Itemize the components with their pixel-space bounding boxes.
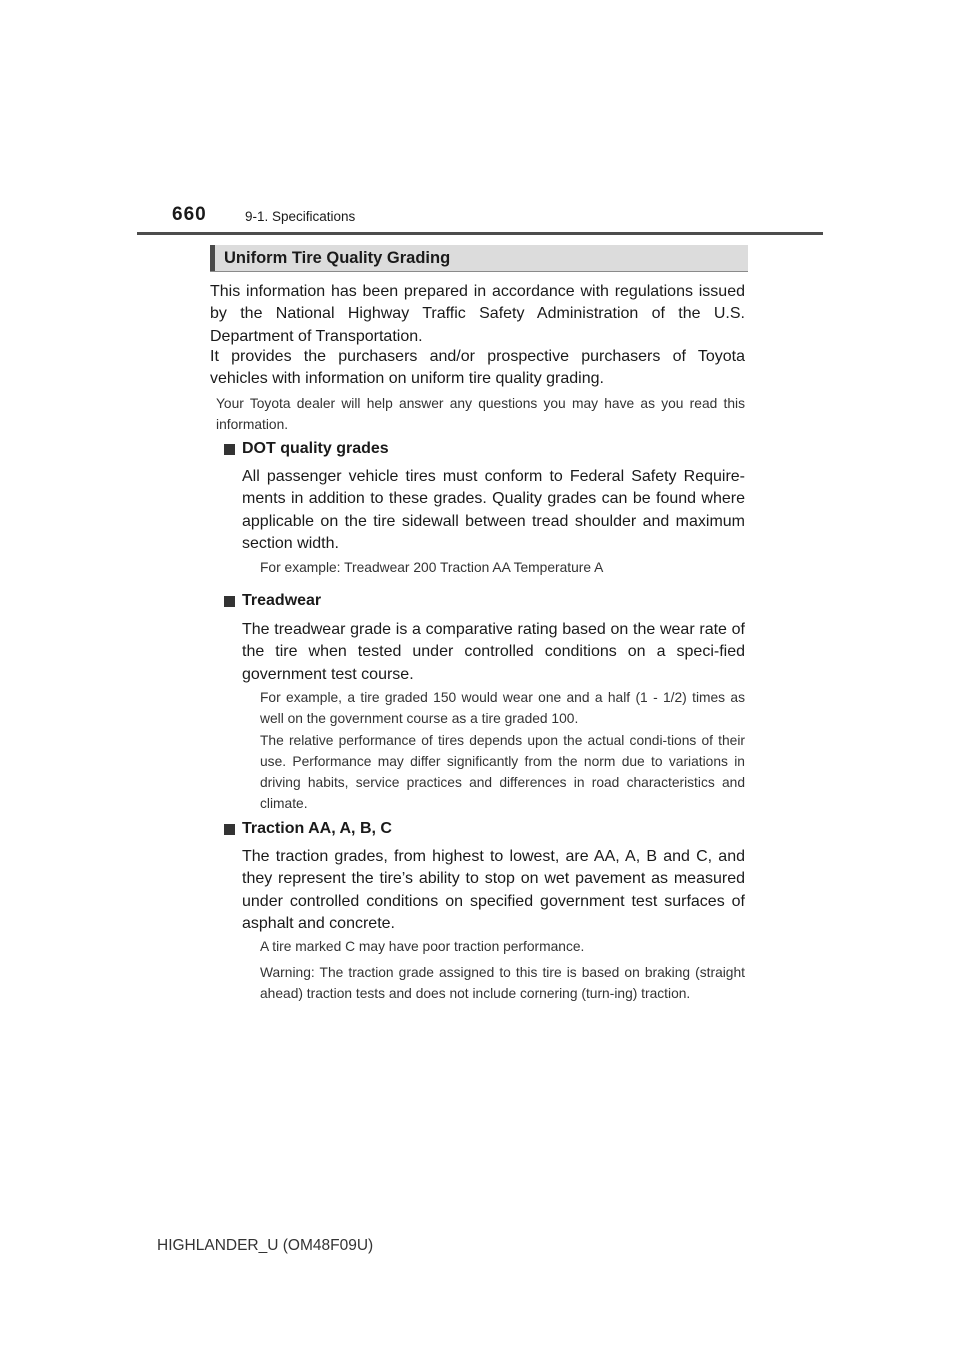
section-heading-bar <box>210 245 748 272</box>
square-bullet-icon <box>224 596 235 607</box>
traction-body: The traction grades, from highest to lowest, are AA, A, B and C, and they represent the tire’s ability to stop on wet pavement as measured under controlled conditions on specified government test surfaces of asphalt and concrete. <box>242 848 745 932</box>
treadwear-subheading <box>224 592 321 610</box>
traction-note-2: Warning: The traction grade assigned to this tire is based on braking (straight ahead) traction tests and does not include cornering (turn-ing) traction. <box>260 965 745 1001</box>
dot-body: All passenger vehicle tires must conform to Federal Safety Require-ments in addition to these grades. Quality grades can be found where applicable on the tire sidewall between tread shoulder and maximum section width. <box>242 468 745 552</box>
dot-note: For example: Treadwear 200 Traction AA Temperature A <box>260 560 604 575</box>
intro-paragraph-1: This information has been prepared in accordance with regulations issued by the National Highway Traffic Safety Administration of the U.S. Department of Transportation. <box>210 283 745 345</box>
traction-title: Traction AA, A, B, C <box>242 820 392 837</box>
square-bullet-icon <box>224 824 235 835</box>
intro-note: Your Toyota dealer will help answer any questions you may have as you read this information. <box>216 396 745 432</box>
dot-title: DOT quality grades <box>242 440 389 457</box>
treadwear-body: The treadwear grade is a comparative rating based on the wear rate of the tire when tested under controlled conditions on a speci-fied government test course. <box>242 621 745 683</box>
section-title: Uniform Tire Quality Grading <box>224 249 451 267</box>
page-number: 660 <box>172 204 207 225</box>
footer-model-code: HIGHLANDER_U (OM48F09U) <box>157 1237 374 1254</box>
square-bullet-icon <box>224 444 235 455</box>
header-divider <box>137 232 823 235</box>
treadwear-title: Treadwear <box>242 592 322 609</box>
treadwear-note-1: For example, a tire graded 150 would wear one and a half (1 - 1/2) times as well on the government course as a tire graded 100. <box>260 690 745 726</box>
intro-paragraph-2: It provides the purchasers and/or prospective purchasers of Toyota vehicles with information on uniform tire quality grading. <box>210 348 745 388</box>
section-breadcrumb: 9-1. Specifications <box>245 209 356 224</box>
heading-accent-bar <box>210 245 215 271</box>
treadwear-note-2: The relative performance of tires depends upon the actual condi-tions of their use. Performance may differ significantly from the norm due to variations in driving habits, service practices and differences in road characteristics and climate. <box>260 733 745 811</box>
dot-subheading <box>224 440 389 458</box>
traction-subheading <box>224 820 392 838</box>
traction-note-1: A tire marked C may have poor traction performance. <box>260 939 585 954</box>
